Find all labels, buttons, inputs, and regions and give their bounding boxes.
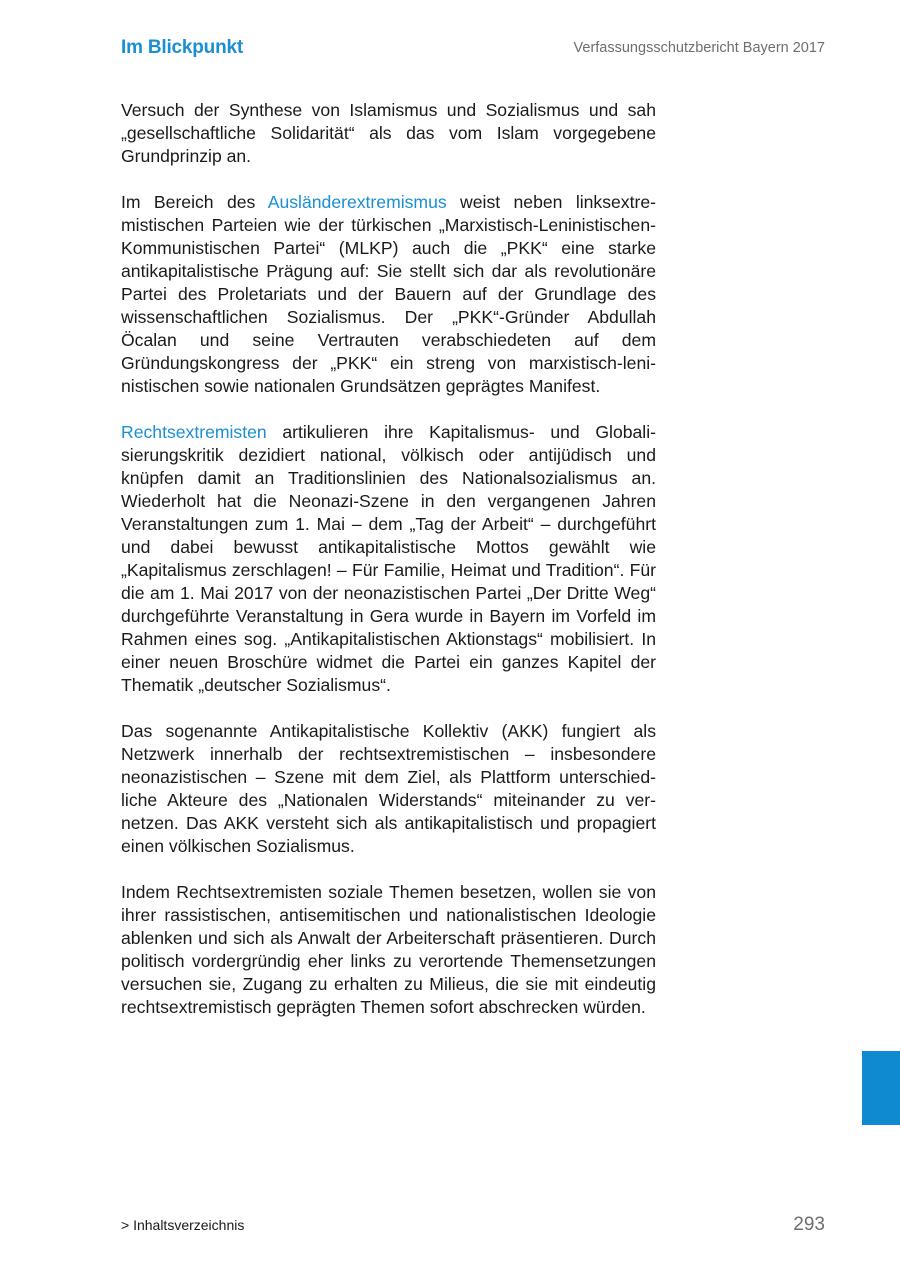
link-auslaenderextremismus[interactable]: Ausländerextremismus xyxy=(267,192,447,212)
paragraph-2 xyxy=(121,191,656,398)
link-rechtsextremisten[interactable]: Rechtsextremisten xyxy=(121,422,267,442)
paragraph-4 xyxy=(121,720,656,858)
table-of-contents-link[interactable]: > Inhaltsverzeichnis xyxy=(121,1217,245,1233)
section-title: Im Blickpunkt xyxy=(121,37,243,58)
publication-title: Verfassungsschutzbericht Bayern 2017 xyxy=(573,40,825,56)
paragraph-text: weist neben linksextremistischen Parteien wie der türkischen „Marxistisch-Leninistischen-Kommunistischen Partei“ (MLKP) auch die „PKK“ eine starke antikapitalistische Prägung auf: Sie stellt sich dar als revolutionäre Partei des Proletariats und der Bauern auf der Grundlage des wissenschaftlichen Sozialismus. Der „PKK“-Gründer Abdullah Öcalan und seine Vertrauten verabschiedeten auf dem Gründungskongress der „PKK“ ein streng von marxistisch-leninistischen sowie nationalen Grundsätzen geprägtes Manifest. xyxy=(121,192,656,396)
paragraph-text: Indem Rechtsextremisten soziale Themen besetzen, wollen sie von ihrer rassistischen, antisemitischen und nationalistischen Ideologie ablenken und sich als Anwalt der Arbeiterschaft präsentieren. Durch politisch vordergründig eher links zu verortende Themensetzungen versuchen sie, Zugang zu erhalten zu Milieus, die sie mit eindeutig rechtsextremistisch geprägten Themen sofort abschrecken würden. xyxy=(121,882,656,1017)
paragraph-3 xyxy=(121,421,656,697)
paragraph-1 xyxy=(121,99,656,168)
paragraph-text: Das sogenannte Antikapitalistische Kollektiv (AKK) fungiert als Netzwerk innerhalb der rechtsextremistischen – insbesondere neonazistischen – Szene mit dem Ziel, als Plattform unterschiedliche Akteure des „Nationalen Widerstands“ miteinander zu vernetzen. Das AKK versteht sich als antikapitalistisch und propagiert einen völkischen Sozialismus. xyxy=(121,721,656,856)
body-text xyxy=(121,99,656,1042)
paragraph-text: artikulieren ihre Kapitalismus- und Globalisierungskritik dezidiert national, völkisch oder antijüdisch und knüpfen damit an Traditionslinien des Nationalsozialismus an. Wiederholt hat die Neonazi-Szene in den vergangenen Jahren Veranstaltungen zum 1. Mai – dem „Tag der Arbeit“ – durchgeführt und dabei bewusst antikapitalistische Mottos gewählt wie „Kapitalismus zerschlagen! – Für Familie, Heimat und Tradition“. Für die am 1. Mai 2017 von der neonazistischen Partei „Der Dritte Weg“ durchgeführte Veranstaltung in Gera wurde in Bayern im Vorfeld im Rahmen eines sog. „Antikapitalistischen Aktionstags“ mobilisiert. In einer neuen Broschüre widmet die Partei ein ganzes Kapitel der Thematik „deutscher Sozialismus“. xyxy=(121,422,656,695)
paragraph-text: Im Bereich des xyxy=(121,192,268,212)
page-number: 293 xyxy=(793,1214,825,1235)
paragraph-text: Versuch der Synthese von Islamismus und Sozialismus und sah „gesellschaftliche Solidarität“ als das vom Islam vorgegebene Grundprinzip an. xyxy=(121,100,656,166)
paragraph-5 xyxy=(121,881,656,1019)
chapter-side-tab xyxy=(862,1051,900,1125)
